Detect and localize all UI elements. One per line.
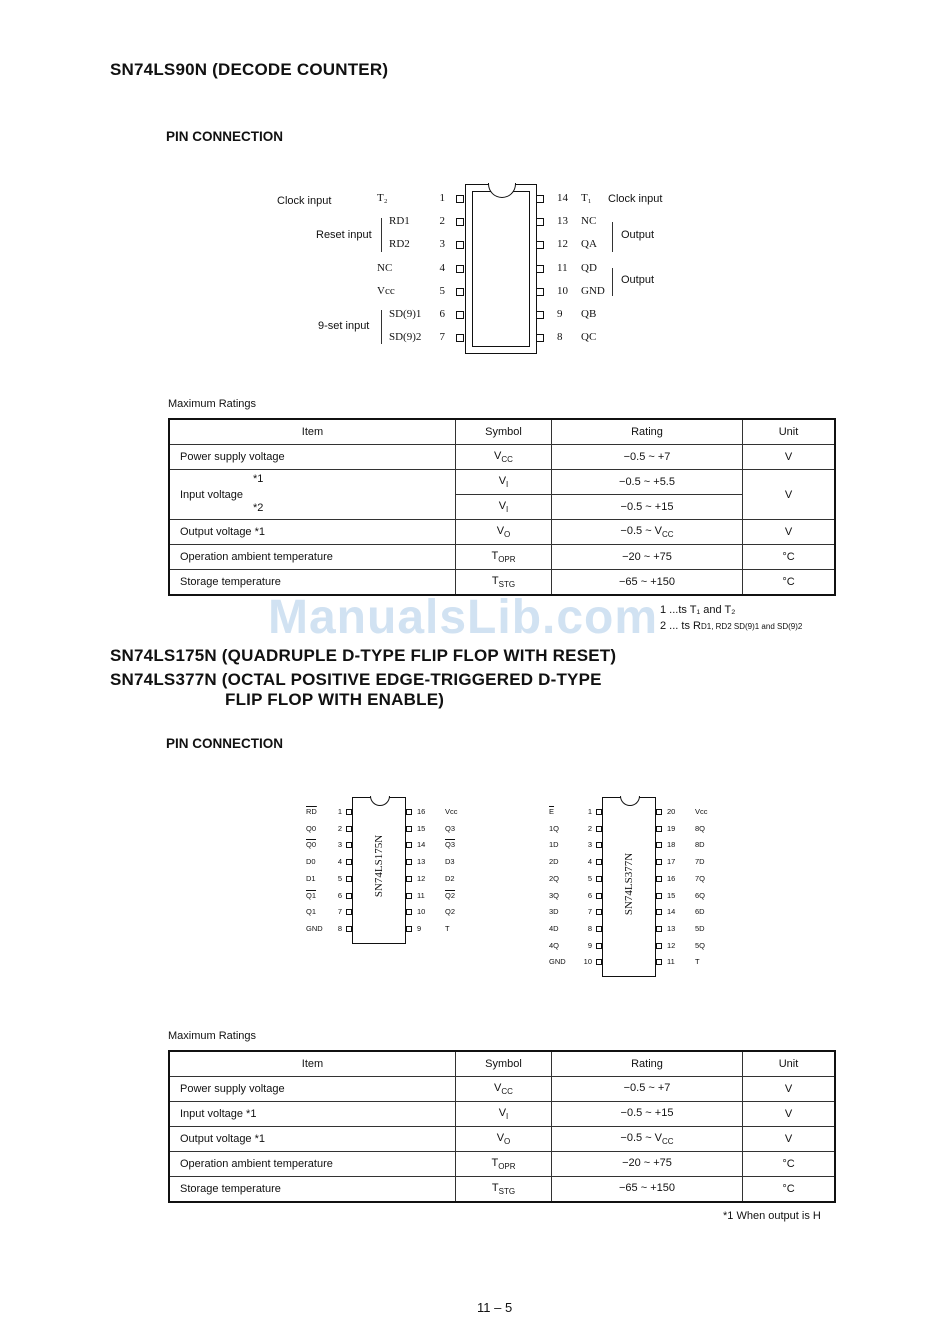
pin-box-left bbox=[596, 943, 602, 949]
pin-number-left: 3 bbox=[337, 840, 342, 850]
pin-number-right: 13 bbox=[667, 923, 676, 933]
pin-number-left: 5 bbox=[587, 873, 592, 883]
pin-name-left: 3Q bbox=[549, 890, 560, 900]
table-header-row bbox=[169, 1051, 835, 1077]
pin-box-right bbox=[656, 909, 662, 915]
symbol-main: V bbox=[498, 474, 507, 487]
pin-box-left bbox=[456, 195, 464, 203]
pin-name-left: NC bbox=[377, 261, 393, 274]
item-cell: Storage temperature bbox=[169, 570, 456, 596]
pin-box-right bbox=[536, 288, 544, 296]
pin-name-right: GND bbox=[581, 284, 605, 297]
symbol-sub: OPR bbox=[498, 555, 516, 565]
pin-number-right: 16 bbox=[667, 873, 676, 883]
symbol-sub: I bbox=[506, 480, 509, 490]
pin-box-left bbox=[596, 926, 602, 932]
pin-number-right: 13 bbox=[557, 215, 568, 228]
unit-cell: V bbox=[743, 470, 836, 520]
item-cell: Storage temperature bbox=[169, 1177, 456, 1203]
pin-number-left: 2 bbox=[337, 823, 342, 833]
output-brace-1 bbox=[612, 222, 613, 252]
pin-name-right: 6Q bbox=[695, 890, 706, 900]
header-item: Item bbox=[169, 1051, 456, 1077]
symbol-cell bbox=[456, 520, 552, 545]
pin-box-right bbox=[406, 809, 412, 815]
package-notch bbox=[370, 796, 390, 806]
pin-box-right bbox=[536, 311, 544, 319]
pin-box-left bbox=[596, 859, 602, 865]
pin-name-left: RD1 bbox=[389, 215, 410, 228]
pin-number-right: 8 bbox=[557, 331, 563, 344]
table-row bbox=[169, 1177, 835, 1203]
pin-box-left bbox=[346, 826, 352, 832]
pin-name-right: Q2 bbox=[445, 890, 456, 900]
pin-box-right bbox=[656, 943, 662, 949]
pin-number-left: 2 bbox=[587, 823, 592, 833]
pin-name-left: Q1 bbox=[306, 907, 317, 917]
pin-box-right bbox=[656, 893, 662, 899]
table-row bbox=[169, 1102, 835, 1127]
header-unit: Unit bbox=[743, 1051, 836, 1077]
symbol-sub: CC bbox=[501, 455, 513, 465]
symbol-cell bbox=[456, 495, 552, 520]
section2-title3: FLIP FLOP WITH ENABLE) bbox=[225, 690, 445, 709]
header-rating: Rating bbox=[552, 1051, 743, 1077]
pin-box-left bbox=[596, 809, 602, 815]
pin-number-right: 16 bbox=[417, 807, 426, 816]
pin-name-right: Q3 bbox=[445, 823, 456, 833]
pin-name-left: RD2 bbox=[389, 238, 410, 251]
pin-name-right: 8D bbox=[695, 840, 705, 850]
table-header-row bbox=[169, 419, 835, 445]
pin-box-left bbox=[346, 809, 352, 815]
pin-number-right: 10 bbox=[417, 907, 426, 917]
pin-box-left bbox=[346, 893, 352, 899]
pin-name-left: T₂ bbox=[377, 192, 388, 204]
pin-box-left bbox=[456, 241, 464, 249]
pin-name-left: 2D bbox=[549, 857, 559, 867]
pin-box-right bbox=[536, 195, 544, 203]
header-item: Item bbox=[169, 419, 456, 445]
symbol-sub: O bbox=[504, 530, 511, 540]
pin-number-left: 1 bbox=[337, 807, 342, 816]
section1-pin-heading: PIN CONNECTION bbox=[166, 129, 284, 144]
pin-name-right: QC bbox=[581, 331, 597, 344]
item-cell: Operation ambient temperature bbox=[169, 545, 456, 570]
rating-cell bbox=[552, 520, 743, 545]
section1-note2 bbox=[660, 620, 802, 632]
pin-number-left: 1 bbox=[439, 192, 445, 204]
pin-number-left: 9 bbox=[587, 940, 592, 950]
section2-ratings-caption: Maximum Ratings bbox=[168, 1030, 257, 1042]
pin-number-right: 14 bbox=[667, 907, 676, 917]
unit-cell: V bbox=[743, 1077, 836, 1102]
package-inner-outline bbox=[472, 191, 530, 347]
pin-number-right: 19 bbox=[667, 823, 676, 833]
pin-number-left: 5 bbox=[439, 284, 445, 297]
pin-number-left: 8 bbox=[587, 923, 592, 933]
symbol-sub: I bbox=[506, 1112, 509, 1122]
pin-box-right bbox=[406, 876, 412, 882]
pin-box-left bbox=[596, 842, 602, 848]
pin-name-left: GND bbox=[549, 957, 566, 967]
rating-cell: −0.5 ~ +15 bbox=[552, 495, 743, 520]
pin-box-right bbox=[406, 859, 412, 865]
pin-box-right bbox=[406, 893, 412, 899]
clock-input-left-label: Clock input bbox=[277, 195, 332, 207]
reset-brace bbox=[381, 218, 382, 252]
symbol-main: T bbox=[491, 1156, 499, 1169]
rating-main: −20 ~ +75 bbox=[622, 1156, 672, 1169]
section2-note: *1 When output is H bbox=[723, 1210, 821, 1222]
symbol-main: T bbox=[491, 549, 499, 562]
rating-cell: −65 ~ +150 bbox=[552, 570, 743, 596]
pin-box-left bbox=[346, 909, 352, 915]
sn74ls175n-label: SN74LS175N bbox=[373, 834, 385, 898]
pin-box-left bbox=[456, 288, 464, 296]
sn74ls175n-package bbox=[352, 797, 406, 944]
pin-number-left: 6 bbox=[337, 890, 342, 900]
symbol-main: T bbox=[491, 1181, 499, 1194]
pin-box-right bbox=[656, 826, 662, 832]
pin-number-right: 11 bbox=[557, 261, 568, 274]
rating-main: −0.5 ~ +15 bbox=[620, 1106, 674, 1119]
pin-number-right: 14 bbox=[417, 840, 426, 850]
pin-name-left: D1 bbox=[306, 873, 316, 883]
item-cell: Power supply voltage bbox=[169, 1077, 456, 1102]
pin-box-right bbox=[536, 241, 544, 249]
pin-number-right: 18 bbox=[667, 840, 676, 850]
pin-box-left bbox=[456, 334, 464, 342]
rating-cell bbox=[552, 1127, 743, 1152]
reset-input-label: Reset input bbox=[316, 229, 372, 241]
rating-cell: −20 ~ +75 bbox=[552, 545, 743, 570]
symbol-main: V bbox=[496, 524, 505, 537]
pin-number-left: 7 bbox=[587, 907, 592, 917]
item-cell: Operation ambient temperature bbox=[169, 1152, 456, 1177]
pin-box-left bbox=[456, 311, 464, 319]
pin-box-right bbox=[656, 876, 662, 882]
nine-set-input-label: 9-set input bbox=[318, 320, 370, 332]
pin-box-left bbox=[456, 265, 464, 273]
pin-box-right bbox=[536, 265, 544, 273]
pin-name-right: QB bbox=[581, 308, 597, 320]
watermark: ManualsLib.com bbox=[268, 591, 659, 644]
pin-number-right: 20 bbox=[667, 807, 676, 816]
symbol-cell bbox=[456, 1102, 552, 1127]
pin-box-right bbox=[406, 926, 412, 932]
symbol-main: V bbox=[496, 1131, 505, 1144]
pin-name-right: 5D bbox=[695, 923, 705, 933]
unit-cell: °C bbox=[743, 1177, 836, 1203]
pin-number-right: 10 bbox=[557, 284, 568, 297]
page-number: 11 – 5 bbox=[477, 1300, 513, 1315]
pin-name-left: 2Q bbox=[549, 873, 560, 883]
pin-name-left: Q0 bbox=[306, 823, 317, 833]
pin-box-left bbox=[596, 893, 602, 899]
pin-name-left: Vcc bbox=[377, 284, 395, 297]
symbol-cell bbox=[456, 1077, 552, 1102]
pin-name-left: SD(9)2 bbox=[389, 331, 422, 344]
table-row bbox=[169, 1127, 835, 1152]
table-row bbox=[169, 520, 835, 545]
symbol-cell bbox=[456, 545, 552, 570]
pin-name-right: QA bbox=[581, 238, 597, 251]
sn74ls90n-package bbox=[465, 184, 537, 354]
pin-box-right bbox=[656, 809, 662, 815]
sn74ls377n-label: SN74LS377N bbox=[623, 852, 635, 916]
pin-box-right bbox=[536, 218, 544, 226]
pin-number-left: 5 bbox=[337, 873, 342, 883]
symbol-cell bbox=[456, 445, 552, 470]
symbol-cell bbox=[456, 470, 552, 495]
pin-name-right: T bbox=[445, 923, 450, 933]
pin-name-left: GND bbox=[306, 923, 323, 933]
pin-name-left: $\overline{RD}$ bbox=[306, 807, 317, 816]
table-row bbox=[169, 470, 835, 495]
pin-box-left bbox=[596, 826, 602, 832]
pin-number-right: 13 bbox=[417, 857, 426, 867]
symbol-main: V bbox=[498, 1106, 507, 1119]
symbol-main: V bbox=[498, 499, 507, 512]
pin-name-left: 3D bbox=[549, 907, 559, 917]
rating-cell bbox=[552, 1077, 743, 1102]
rating-cell bbox=[552, 1177, 743, 1203]
pin-box-right bbox=[656, 859, 662, 865]
pin-number-right: 9 bbox=[417, 923, 422, 933]
clock-input-right-label: Clock input bbox=[608, 193, 663, 205]
pin-box-right bbox=[406, 909, 412, 915]
symbol-sub: STG bbox=[498, 1187, 516, 1197]
note2-start: 2 ... ts R bbox=[660, 620, 701, 632]
pin-name-right: T₁ bbox=[581, 192, 592, 204]
header-symbol: Symbol bbox=[456, 419, 552, 445]
pin-box-left bbox=[596, 876, 602, 882]
symbol-sub: O bbox=[504, 1137, 511, 1147]
pin-name-right: Q3 bbox=[445, 840, 456, 850]
note2-rest: D1, RD2 SD(9)1 and SD(9)2 bbox=[700, 622, 803, 631]
rating-main: −0.5 ~ V bbox=[620, 524, 663, 537]
pin-name-right: Vcc bbox=[695, 807, 708, 816]
pin-name-left: D0 bbox=[306, 857, 316, 867]
pin-number-left: 3 bbox=[439, 238, 445, 251]
pin-name-left: Q0 bbox=[306, 840, 317, 850]
symbol-sub: OPR bbox=[498, 1162, 516, 1172]
pin-number-right: 12 bbox=[667, 940, 676, 950]
section1-note1: 1 ...ts T₁ and T₂ bbox=[660, 604, 736, 616]
pin-name-left: 1D bbox=[549, 840, 559, 850]
rating-sub: CC bbox=[662, 530, 674, 540]
header-rating: Rating bbox=[552, 419, 743, 445]
pin-number-right: 15 bbox=[417, 823, 426, 833]
symbol-main: V bbox=[494, 1081, 502, 1094]
pin-number-left: 10 bbox=[583, 957, 592, 967]
pin-number-left: 4 bbox=[587, 857, 592, 867]
pin-number-left: 8 bbox=[337, 923, 342, 933]
unit-cell: °C bbox=[743, 570, 836, 596]
pin-box-left bbox=[346, 859, 352, 865]
pin-name-right: NC bbox=[581, 215, 597, 228]
section1-ratings-caption: Maximum Ratings bbox=[168, 398, 257, 410]
symbol-sub: I bbox=[506, 505, 509, 515]
rating-sub: CC bbox=[662, 1137, 674, 1147]
rating-cell: −0.5 ~ +5.5 bbox=[552, 470, 743, 495]
pin-name-right: Q2 bbox=[445, 907, 456, 917]
pin-name-left: 4Q bbox=[549, 940, 560, 950]
rating-cell bbox=[552, 1152, 743, 1177]
pin-number-right: 11 bbox=[417, 890, 425, 900]
pin-name-right: 7D bbox=[695, 857, 705, 867]
pin-name-right: Vcc bbox=[445, 807, 458, 816]
pin-name-right: 7Q bbox=[695, 873, 706, 883]
unit-cell: V bbox=[743, 1102, 836, 1127]
pin-box-right bbox=[406, 826, 412, 832]
pin-box-left bbox=[346, 876, 352, 882]
pin-number-left: 3 bbox=[587, 840, 592, 850]
pin-name-right: QD bbox=[581, 261, 597, 274]
pin-number-left: 4 bbox=[439, 261, 445, 274]
pin-number-left: 1 bbox=[587, 807, 592, 816]
rating-main: −65 ~ +150 bbox=[619, 1181, 675, 1194]
unit-cell: °C bbox=[743, 1152, 836, 1177]
section2-pin-heading: PIN CONNECTION bbox=[166, 736, 284, 751]
section1-ratings-table bbox=[168, 418, 836, 596]
section2-title1: SN74LS175N (QUADRUPLE D-TYPE FLIP FLOP WITH RESET) bbox=[110, 646, 617, 665]
package-notch bbox=[620, 796, 640, 806]
pin-name-left: Q1 bbox=[306, 890, 317, 900]
table-row bbox=[169, 1152, 835, 1177]
header-unit: Unit bbox=[743, 419, 836, 445]
sn74ls377n-package bbox=[602, 797, 656, 977]
pin-box-right bbox=[656, 842, 662, 848]
pin-box-right bbox=[406, 842, 412, 848]
symbol-sub: CC bbox=[501, 1087, 513, 1097]
pin-name-right: 6D bbox=[695, 907, 705, 917]
symbol-cell bbox=[456, 1177, 552, 1203]
pin-name-left: 1Q bbox=[549, 823, 560, 833]
unit-cell: °C bbox=[743, 545, 836, 570]
pin-name-left: 4D bbox=[549, 923, 559, 933]
rating-cell: −0.5 ~ +7 bbox=[552, 445, 743, 470]
pin-box-right bbox=[536, 334, 544, 342]
item-cell-input-voltage bbox=[169, 470, 456, 520]
pin-name-left: SD(9)1 bbox=[389, 308, 422, 320]
pin-number-right: 11 bbox=[667, 957, 675, 967]
pin-box-left bbox=[596, 959, 602, 965]
pin-number-right: 17 bbox=[667, 857, 676, 867]
pin-number-left: 7 bbox=[439, 331, 445, 344]
pin-name-right: D3 bbox=[445, 857, 455, 867]
unit-cell: V bbox=[743, 445, 836, 470]
output-label-1: Output bbox=[621, 229, 655, 241]
pin-name-right: D2 bbox=[445, 873, 455, 883]
pin-number-left: 6 bbox=[439, 308, 445, 320]
section2-title2: SN74LS377N (OCTAL POSITIVE EDGE-TRIGGERED D-TYPE bbox=[110, 670, 602, 689]
section2-table-body bbox=[169, 1077, 835, 1203]
unit-cell: V bbox=[743, 520, 836, 545]
pin-box-left bbox=[456, 218, 464, 226]
pin-name-right: 8Q bbox=[695, 823, 706, 833]
rating-main: −0.5 ~ V bbox=[620, 1131, 663, 1144]
table-row bbox=[169, 545, 835, 570]
item-cell: Output voltage *1 bbox=[169, 1127, 456, 1152]
item-cell: Input voltage *1 bbox=[169, 1102, 456, 1127]
rating-cell bbox=[552, 1102, 743, 1127]
pin-number-right: 12 bbox=[557, 238, 568, 251]
pin-name-right: 5Q bbox=[695, 940, 706, 950]
rating-main: −0.5 ~ +7 bbox=[623, 1081, 671, 1094]
pin-box-right bbox=[656, 959, 662, 965]
section1-title: SN74LS90N (DECODE COUNTER) bbox=[110, 60, 389, 79]
pin-number-right: 12 bbox=[417, 873, 426, 883]
pin-number-left: 4 bbox=[337, 857, 342, 867]
pin-box-right bbox=[656, 926, 662, 932]
header-symbol: Symbol bbox=[456, 1051, 552, 1077]
pin-box-left bbox=[346, 842, 352, 848]
item-cell: Power supply voltage bbox=[169, 445, 456, 470]
pin-number-right: 15 bbox=[667, 890, 676, 900]
table-row bbox=[169, 1077, 835, 1102]
table-row bbox=[169, 445, 835, 470]
output-label-2: Output bbox=[621, 274, 655, 286]
output-brace-2 bbox=[612, 268, 613, 296]
section2-ratings-table bbox=[168, 1050, 836, 1203]
pin-number-left: 7 bbox=[337, 907, 342, 917]
pin-number-right: 9 bbox=[557, 308, 563, 320]
symbol-cell bbox=[456, 1152, 552, 1177]
symbol-main: T bbox=[491, 574, 499, 587]
pin-name-left: $\overline{E}$ bbox=[549, 807, 555, 816]
symbol-main: V bbox=[494, 449, 502, 462]
input-voltage-label: Input voltage bbox=[180, 488, 243, 501]
nine-set-brace bbox=[381, 310, 382, 344]
symbol-sub: STG bbox=[498, 580, 516, 590]
symbol-cell bbox=[456, 1127, 552, 1152]
input-star1: *1 bbox=[253, 473, 264, 485]
pin-number-left: 2 bbox=[439, 215, 445, 228]
pin-box-left bbox=[596, 909, 602, 915]
item-cell: Output voltage *1 bbox=[169, 520, 456, 545]
input-star2: *2 bbox=[253, 502, 264, 514]
pin-box-left bbox=[346, 926, 352, 932]
pin-number-right: 14 bbox=[557, 192, 568, 204]
pin-number-left: 6 bbox=[587, 890, 592, 900]
pin-name-right: T bbox=[695, 957, 700, 967]
unit-cell: V bbox=[743, 1127, 836, 1152]
